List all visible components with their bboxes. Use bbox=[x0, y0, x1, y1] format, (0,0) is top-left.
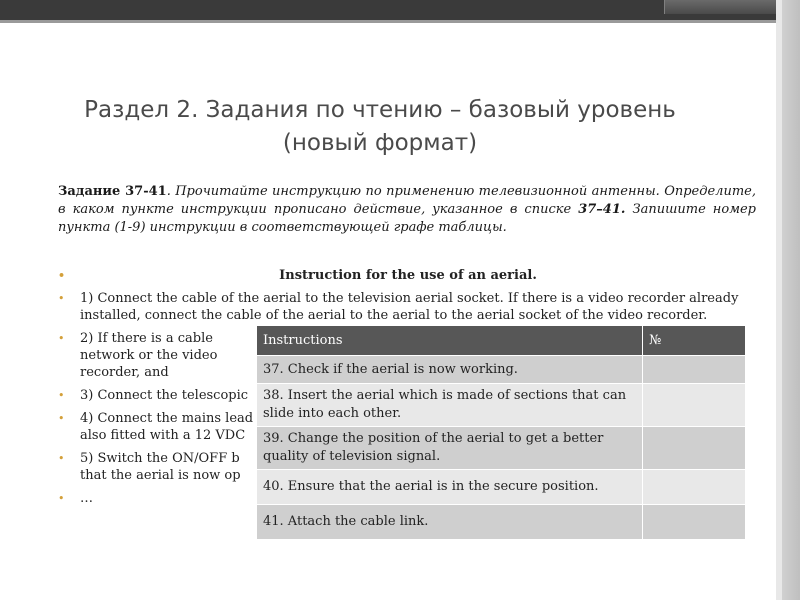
bullet-icon: • bbox=[58, 332, 65, 345]
list-item-text: 3) Connect the telescopic bbox=[80, 388, 249, 403]
bullet-icon: • bbox=[58, 452, 65, 465]
task-text-part2: Запишите номер пункта (1-9) инструкции в соответствующей графе таблицы. bbox=[58, 202, 756, 235]
slide-title-line2: (новый формат) bbox=[282, 130, 478, 156]
table-row bbox=[257, 356, 746, 384]
cell-instruction: 41. Attach the cable link. bbox=[257, 505, 643, 540]
bullet-icon: • bbox=[58, 492, 65, 505]
table-header-row bbox=[257, 326, 746, 356]
table-row bbox=[257, 470, 746, 505]
cell-number[interactable] bbox=[643, 427, 746, 470]
list-item bbox=[58, 290, 758, 324]
task-text-part1: . Прочитайте инструкцию по применению телевизионной антенны. Определите, в каком пункте инструкции прописано действие, указанное в списке bbox=[58, 184, 756, 217]
task-range: 37–41. bbox=[578, 202, 626, 217]
header-number: № bbox=[643, 326, 746, 356]
slide-title bbox=[40, 94, 720, 160]
bullet-icon: • bbox=[58, 292, 65, 305]
cell-number[interactable] bbox=[643, 384, 746, 427]
cell-instruction: 37. Check if the aerial is now working. bbox=[257, 356, 643, 384]
cell-instruction: 38. Insert the aerial which is made of sections that can slide into each other. bbox=[257, 384, 643, 427]
header-instructions: Instructions bbox=[257, 326, 643, 356]
cell-number[interactable] bbox=[643, 505, 746, 540]
top-decor-bar bbox=[0, 0, 800, 20]
instruction-heading bbox=[58, 267, 758, 284]
cell-number[interactable] bbox=[643, 470, 746, 505]
slide-title-line1: Раздел 2. Задания по чтению – базовый уровень bbox=[84, 97, 676, 123]
list-item-text: 1) Connect the cable of the aerial to the television aerial socket. If there is a video recorder already installed, connect the cable of the aerial to the aerial to the aerial socket of the video recorder. bbox=[80, 291, 739, 323]
table-row bbox=[257, 384, 746, 427]
cell-instruction: 40. Ensure that the aerial is in the secure position. bbox=[257, 470, 643, 505]
top-stripe bbox=[0, 20, 800, 23]
bullet-icon: • bbox=[58, 412, 65, 425]
list-item bbox=[58, 410, 255, 444]
table-row bbox=[257, 427, 746, 470]
instruction-heading-text: Instruction for the use of an aerial. bbox=[279, 268, 537, 283]
bullet-icon: • bbox=[58, 269, 66, 282]
list-item-text: … bbox=[80, 491, 93, 506]
list-item-text: 4) Connect the mains lead also fitted with a 12 VDC bbox=[80, 411, 254, 443]
bullet-icon: • bbox=[58, 389, 65, 402]
list-item bbox=[58, 450, 255, 484]
task-label: Задание 37-41 bbox=[58, 184, 167, 199]
right-decor-highlight bbox=[776, 0, 782, 600]
task-description bbox=[58, 183, 756, 237]
table-row bbox=[257, 505, 746, 540]
cell-instruction: 39. Change the position of the aerial to get a better quality of television signal. bbox=[257, 427, 643, 470]
list-item bbox=[58, 330, 255, 381]
instructions-table bbox=[256, 325, 746, 540]
right-decor-bar bbox=[776, 0, 800, 600]
list-item-text: 2) If there is a cable network or the video recorder, and bbox=[80, 331, 218, 380]
list-item-text: 5) Switch the ON/OFF b that the aerial is now op bbox=[80, 451, 241, 483]
cell-number[interactable] bbox=[643, 356, 746, 384]
